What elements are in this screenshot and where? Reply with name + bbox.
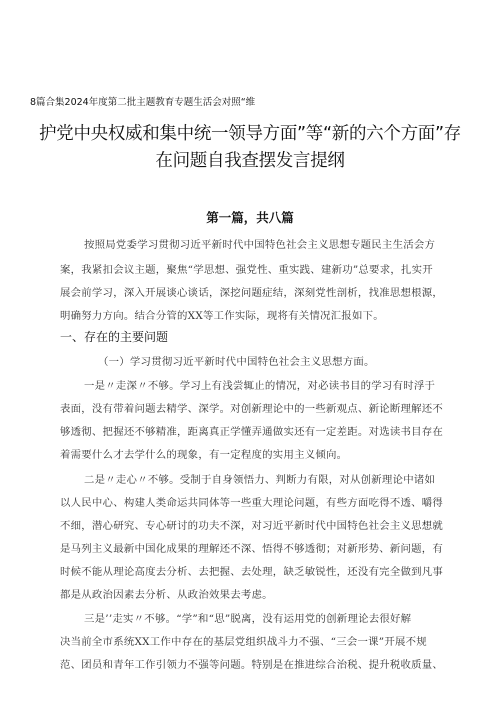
- intro-line: 案，我紧扣会议主题，聚焦“学思想、强党性、重实践、建新功”总要求，扎实开: [60, 264, 433, 276]
- intro-line: 按照局党委学习贯彻习近平新时代中国特色社会主义思想专题民主生活会方: [84, 239, 436, 251]
- paragraph-line: 一是〃走深〃不够。学习上有浅尝辄止的情况，对必读书目的学习有时浮于: [84, 380, 436, 392]
- document-title-line-3: 在问题自我查摆发言提纲: [155, 151, 345, 171]
- intro-line: 明确努力方向。结合分管的XX等工作实际，现将有关情况汇报如下。: [60, 310, 384, 322]
- paragraph-line: 二是〃走心〃不够。受制于自身领悟力、判断力有限，对从创新理论中诸如: [84, 474, 436, 486]
- section-heading: 一、存在的主要问题: [60, 330, 169, 344]
- document-subtitle: 第一篇，共八篇: [206, 210, 294, 225]
- intro-line: 展会前学习，深入开展谈心谈话，深挖问题症结，深刻党性剖析，找准思想根源，: [60, 287, 444, 299]
- paragraph-line: 时候不能从理论高度去分析、去把握、去处理，缺乏敏锐性，还没有完全做到凡事: [60, 566, 444, 578]
- paragraph-line: 着需要什么才去学什么的现象，有一定程度的实用主义倾向。: [60, 449, 348, 461]
- paragraph-line: 是马列主义最新中国化成果的理解还不深、悟得不够透彻；对新形势、新问题，有: [60, 543, 444, 555]
- paragraph-line: 以人民中心、构建人类命运共同体等一些重大理论问题，有些方面吃得不透、嚼得: [60, 497, 444, 509]
- paragraph-line: 范、团员和青年工作引领力不强等问题。特别是在推进综合治税、提升税收质量、: [60, 659, 444, 671]
- paragraph-line: 表面，没有带着问题去精学、深学。对创新理论中的一些新观点、新论断理解还不: [60, 403, 444, 415]
- paragraph-line: 都是从政治因素去分析、从政治效果去考虑。: [60, 589, 273, 601]
- paragraph-line: 够透彻、把握还不够精准，距离真正学懂弄通做实还有一定差距。对选读书目存在: [60, 426, 444, 438]
- paragraph-line: 不细，潜心研究、专心研讨的功夫不深，对习近平新时代中国特色社会主义思想就: [60, 520, 444, 532]
- section-subheading: （一）学习贯彻习近平新时代中国特色社会主义思想方面。: [98, 356, 375, 368]
- paragraph-line: 三是’’走实〃不够。“学”和“思”脱离，没有运用党的创新理论去很好解: [84, 613, 412, 625]
- paragraph-line: 决当前全市系统XX工作中存在的基层党组织战斗力不强、“三会一课”开展不规: [60, 636, 427, 648]
- document-title-line-2: 护党中央权威和集中统一领导方面”等“新的六个方面”存: [39, 124, 461, 144]
- document-title-line-1: 8篇合集2024年度第二批主题教育专题生活会对照“维: [30, 97, 256, 108]
